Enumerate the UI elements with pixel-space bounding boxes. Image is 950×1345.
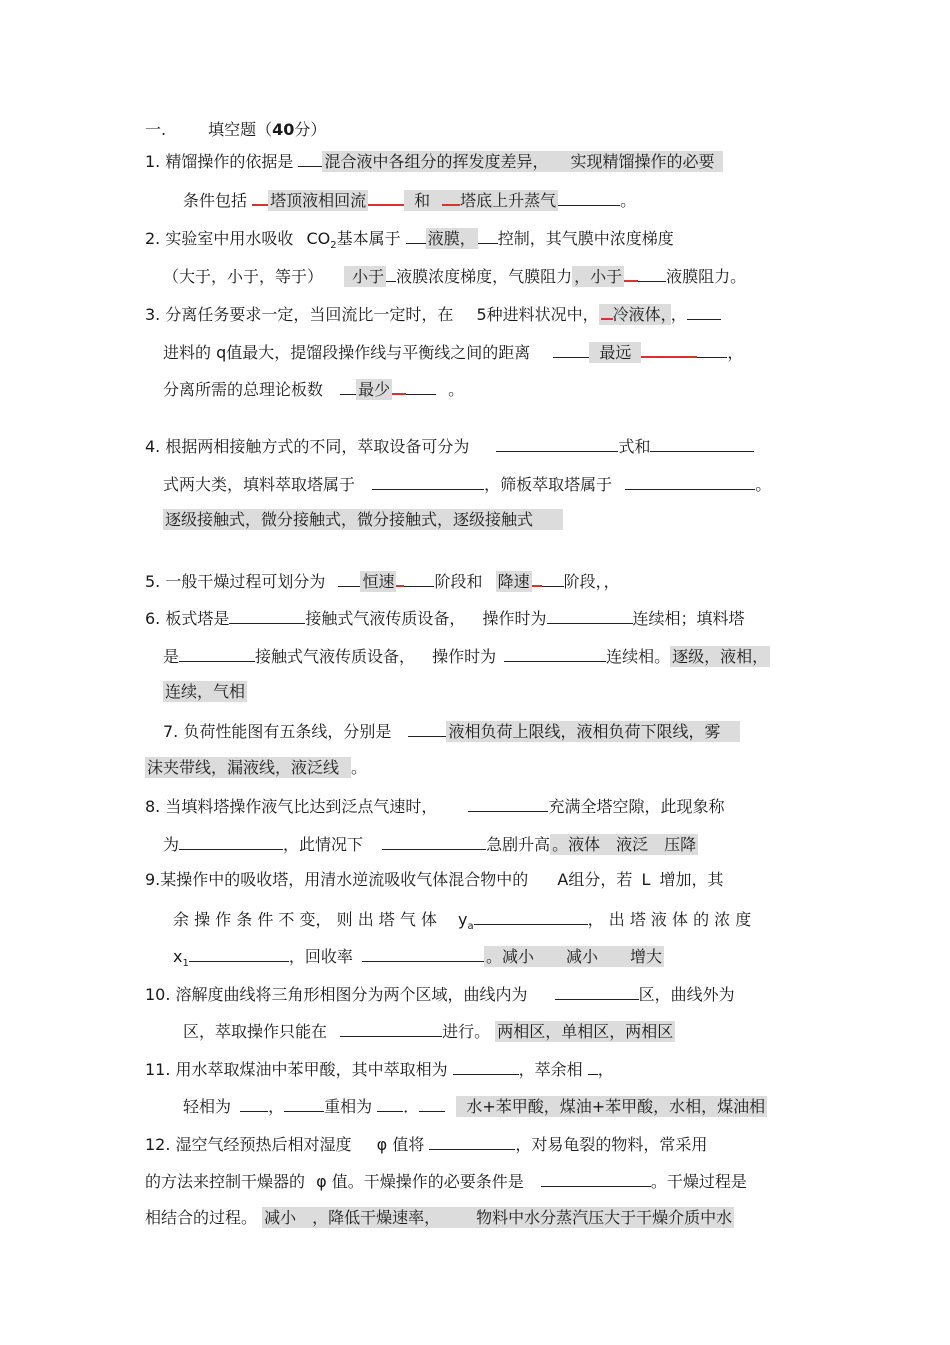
q12-line3-text: 相结合的过程。 <box>145 1208 258 1227</box>
section-score: 40 <box>272 120 295 139</box>
q9-line1 <box>145 868 723 892</box>
q8-text-b: 充满全塔空隙，此现象称 <box>548 797 725 816</box>
q11-text-c: ，萃余相 <box>518 1060 583 1079</box>
q2-line2-c: 液膜阻力。 <box>666 267 747 286</box>
q9-answer: 。减小 减小 增大 <box>485 947 662 966</box>
q2-blank-a <box>406 225 426 244</box>
q2-blank-c2 <box>638 263 666 282</box>
q8-line2-text: 为 <box>163 835 180 854</box>
q12-line2-c: 。干燥过程是 <box>650 1172 747 1191</box>
q2-text-c: 控制，其气膜中浓度梯度 <box>497 229 674 248</box>
q5-blank-b2 <box>542 568 564 587</box>
q5-number: 5. <box>145 572 161 591</box>
q9-L: L <box>641 870 651 889</box>
q11-line2-d: ． <box>403 1097 420 1116</box>
q6-line2-text: 是 <box>163 647 180 666</box>
q7-answer-a: 液相负荷上限线，液相负荷下限线，雾 <box>446 721 740 742</box>
q12-answer-a: 减小 ，降低干燥速率， <box>262 1207 474 1228</box>
q5-text-c: 阶段，， <box>563 572 620 591</box>
q11-line1 <box>145 1056 614 1080</box>
q9-ya: y <box>458 910 468 929</box>
q9-text-b: 组分，若 <box>568 870 633 889</box>
q1-text-b: 实现精馏操作的必要 <box>556 151 716 172</box>
q6-answer-a: 逐级，液相， <box>672 647 769 666</box>
q8-line2-b: ，此情况下 <box>283 835 364 854</box>
q3-text: 分离任务要求一定，当回流比一定时，在 <box>165 305 454 324</box>
q2-line2-b: 液膜浓度梯度，气膜阻力 <box>396 267 573 286</box>
q2-blank-a2 <box>478 225 498 244</box>
q10-answer: 两相区，单相区，两相区 <box>497 1022 674 1041</box>
q7-line1 <box>163 718 740 742</box>
q1-blank-c2 <box>368 186 404 206</box>
q1-blank-d <box>442 186 460 206</box>
q11-blank-d <box>284 1093 324 1112</box>
q10-line2-b: 进行。 <box>442 1022 491 1041</box>
q3-text-b: 种进料状况中， <box>486 305 599 324</box>
q3-end: 。 <box>448 380 465 399</box>
q6-text-b: 接触式气液传质设备， <box>305 609 466 628</box>
q12-number: 12. <box>145 1135 171 1154</box>
q9-line3-text: ，回收率 <box>288 947 353 966</box>
q12-blank-a <box>429 1131 515 1150</box>
q11-blank-a <box>453 1056 519 1075</box>
q9-blank-a <box>474 906 588 925</box>
section-heading <box>145 118 326 142</box>
q6-line2-d: 连续相。 <box>606 647 671 666</box>
q6-line2-b: 接触式气液传质设备， <box>255 647 416 666</box>
q9-ya-sub: a <box>467 921 474 933</box>
q3-blank-a <box>601 300 613 320</box>
q2-number: 2. <box>145 229 161 248</box>
q6-text-d: 连续相；填料塔 <box>632 609 745 628</box>
q3-line3 <box>163 375 464 399</box>
q10-line2 <box>183 1018 675 1042</box>
q4-blank-a <box>496 433 618 452</box>
q1-line2-text: 条件包括 <box>183 191 248 210</box>
q5-blank-b <box>532 567 542 587</box>
q6-blank-c <box>179 643 255 662</box>
q4-number: 4. <box>145 437 161 456</box>
q8-text: 当填料塔操作液气比达到泛点气速时， <box>165 797 438 816</box>
section-marker: 一. <box>145 120 167 139</box>
q5-blank-a2 <box>396 567 404 587</box>
q3-line2 <box>163 338 743 362</box>
q3-answer-a: 冷液体， <box>612 305 669 324</box>
q9-blank-c <box>362 943 484 962</box>
q3-line2-text: 进料的 <box>163 343 212 362</box>
q6-line2-c: 操作时为 <box>432 647 497 666</box>
q11-text-d: ， <box>597 1060 614 1079</box>
q8-answer: 。液体 液泛 压降 <box>552 835 697 854</box>
q5-answer-a: 恒速 <box>362 572 395 591</box>
q12-line2 <box>145 1168 747 1192</box>
q10-text-b: 区，曲线外为 <box>638 985 735 1004</box>
q5-blank-a <box>338 568 360 587</box>
q1-blank-c <box>252 186 268 206</box>
q4-line3 <box>163 508 563 532</box>
q8-blank-b <box>179 831 283 850</box>
q8-line2 <box>163 831 698 855</box>
q9-line2-text: 余 操 作 条 件 不 变， 则 出 塔 气 体 <box>173 910 437 929</box>
q10-text: 溶解度曲线将三角形相图分为两个区域，曲线内为 <box>175 985 528 1004</box>
q6-number: 6. <box>145 609 161 628</box>
q9-number: 9. <box>145 870 161 889</box>
q1-line1 <box>145 148 723 172</box>
q3-line3-text: 分离所需的总理论板数 <box>163 380 324 399</box>
q2-answer-c: ，小于 <box>574 267 623 286</box>
q5-text: 一般干燥过程可划分为 <box>165 572 326 591</box>
q12-text-b: 值将 <box>392 1135 425 1154</box>
q1-and: 和 <box>404 190 440 211</box>
q3-line1 <box>145 300 721 324</box>
q12-blank-b <box>541 1168 651 1187</box>
q11-blank-c <box>240 1093 268 1112</box>
q8-number: 8. <box>145 797 161 816</box>
q3-line2-b: 值最大，提馏段操作线与平衡线之间的距离 <box>226 343 531 362</box>
q4-blank-d <box>625 471 755 490</box>
q3-answer-b: 最远 <box>589 342 641 363</box>
q3-blank-c2 <box>392 375 406 395</box>
q1-blank <box>298 148 322 167</box>
q4-line2-b: ，筛板萃取塔属于 <box>484 475 613 494</box>
q7-end: 。 <box>351 758 368 777</box>
q9-text-c: 增加，其 <box>659 870 724 889</box>
q12-line2-b: 值。干燥操作的必要条件是 <box>331 1172 524 1191</box>
q6-line2 <box>163 643 770 667</box>
q8-line2-c: 急剧升高 <box>486 835 551 854</box>
q2-answer-b: 小于 <box>344 266 386 287</box>
q9-blank-b <box>189 943 289 962</box>
q6-blank-b <box>547 605 633 624</box>
q12-line2-text: 的方法来控制干燥器的 <box>145 1172 306 1191</box>
q3-blank-a2 <box>687 301 721 320</box>
q7-answer-b: 沫夹带线，漏液线，液泛线 <box>145 757 351 778</box>
q7-text: 负荷性能图有五条线，分别是 <box>183 722 392 741</box>
q12-text-c: ，对易龟裂的物料，常采用 <box>515 1135 708 1154</box>
q9-x1-sub: 1 <box>182 958 189 970</box>
q1-answer-tail <box>717 151 723 172</box>
q3-number: 3. <box>145 305 161 324</box>
q11-number: 11. <box>145 1060 171 1079</box>
q2-co2-sub: 2 <box>330 240 337 252</box>
q9-text: 某操作中的吸收塔，用清水逆流吸收气体混合物中的 <box>160 870 529 889</box>
q11-answer: 水+苯甲酸，煤油+苯甲酸，水相，煤油相 <box>456 1096 767 1117</box>
q10-blank-b <box>340 1018 442 1037</box>
q3-blank-c3 <box>406 376 436 395</box>
q12-phi-2: φ <box>316 1172 327 1191</box>
q11-text-b: ，其中萃取相为 <box>335 1060 448 1079</box>
q5-text-b: 阶段和 <box>434 572 483 591</box>
q3-num: 5 <box>476 305 487 324</box>
q2-text: 实验室中用水吸收 <box>165 229 294 248</box>
q4-text-b: 式和 <box>618 437 651 456</box>
q3-text-c: ， <box>670 305 687 324</box>
q11-text: 用水萃取煤油中苯甲酸 <box>175 1060 336 1079</box>
q1-line2 <box>183 186 636 210</box>
q7-blank <box>408 718 446 737</box>
q11-line2 <box>183 1093 767 1117</box>
q2-text-b: 基本属于 <box>336 229 401 248</box>
q6-blank-a <box>229 605 305 624</box>
q6-text: 板式塔是 <box>165 609 230 628</box>
q4-line2 <box>163 471 771 495</box>
q5-answer-b: 降速 <box>497 572 530 591</box>
q3-blank-b2 <box>641 338 697 358</box>
q4-blank-c <box>372 471 484 490</box>
q4-end: 。 <box>755 475 772 494</box>
q1-answer-c: 塔顶液相回流 <box>270 191 367 210</box>
q9-line2-b: ， 出 塔 液 体 的 浓 度 <box>587 910 752 929</box>
q4-line2-text: 式两大类，填料萃取塔属于 <box>163 475 356 494</box>
q2-line2 <box>163 262 746 286</box>
q2-line1 <box>145 225 674 252</box>
q1-blank-end <box>558 187 620 206</box>
q6-blank-d <box>504 643 606 662</box>
q10-line2-text: 区，萃取操作只能在 <box>183 1022 328 1041</box>
q2-blank-b <box>386 263 396 282</box>
q3-answer-c: 最少 <box>358 380 391 399</box>
q11-line2-b: ， <box>268 1097 285 1116</box>
q6-text-c: 操作时为 <box>482 609 547 628</box>
q4-answer: 逐级接触式，微分接触式，微分接触式，逐级接触式 <box>163 509 563 530</box>
q9-A: A <box>557 870 569 889</box>
q11-line2-text: 轻相为 <box>183 1097 232 1116</box>
q9-x1: x <box>173 947 183 966</box>
q9-line3 <box>173 943 664 970</box>
q11-line2-c: 重相为 <box>324 1097 373 1116</box>
q4-line1 <box>145 433 754 457</box>
q1-answer-a: 混合液中各组分的挥发度差异， <box>322 151 556 172</box>
q8-line1 <box>145 793 724 817</box>
q7-number: 7. <box>163 722 179 741</box>
q10-line1 <box>145 981 735 1005</box>
q3-q: q <box>216 343 227 362</box>
q2-co2: CO <box>306 229 331 248</box>
q10-blank-a <box>555 981 639 1000</box>
q1-answer-d: 塔底上升蒸气 <box>460 191 557 210</box>
section-title: 填空题（ <box>208 120 273 139</box>
q3-line2-c: ， <box>727 343 744 362</box>
q2-blank-c <box>624 262 638 282</box>
q11-blank-e <box>377 1093 403 1112</box>
q8-blank-a <box>468 793 548 812</box>
q3-blank-c <box>340 376 356 395</box>
q12-phi: φ <box>376 1135 388 1154</box>
q11-blank-f <box>419 1093 445 1112</box>
q4-text: 根据两相接触方式的不同，萃取设备可分为 <box>165 437 470 456</box>
q3-blank-b3 <box>697 339 727 358</box>
q7-line2 <box>145 756 367 780</box>
q1-end: 。 <box>620 191 637 210</box>
section-score-unit: 分） <box>294 120 327 139</box>
q5-line1 <box>145 567 620 591</box>
q10-number: 10. <box>145 985 171 1004</box>
q3-blank-b <box>553 339 589 358</box>
q8-blank-c <box>382 831 486 850</box>
q11-blank-b <box>588 1056 598 1075</box>
q12-line3 <box>145 1206 734 1230</box>
q2-answer-a: 液膜， <box>427 229 476 248</box>
q4-blank-b <box>650 433 754 452</box>
q1-number: 1. <box>145 152 161 171</box>
q12-text: 湿空气经预热后相对湿度 <box>175 1135 352 1154</box>
q12-line1 <box>145 1131 707 1155</box>
q12-answer-b: 物料中水分蒸汽压大于干燥介质中水 <box>476 1208 733 1227</box>
q5-blank-a3 <box>404 568 434 587</box>
q6-answer-b: 连续，气相 <box>165 682 246 701</box>
q6-line3 <box>163 680 247 704</box>
q6-line1 <box>145 605 745 629</box>
q2-line2-text: （大于，小于，等于） <box>163 267 324 286</box>
q1-text: 精馏操作的依据是 <box>165 152 294 171</box>
q9-line2 <box>173 906 752 933</box>
